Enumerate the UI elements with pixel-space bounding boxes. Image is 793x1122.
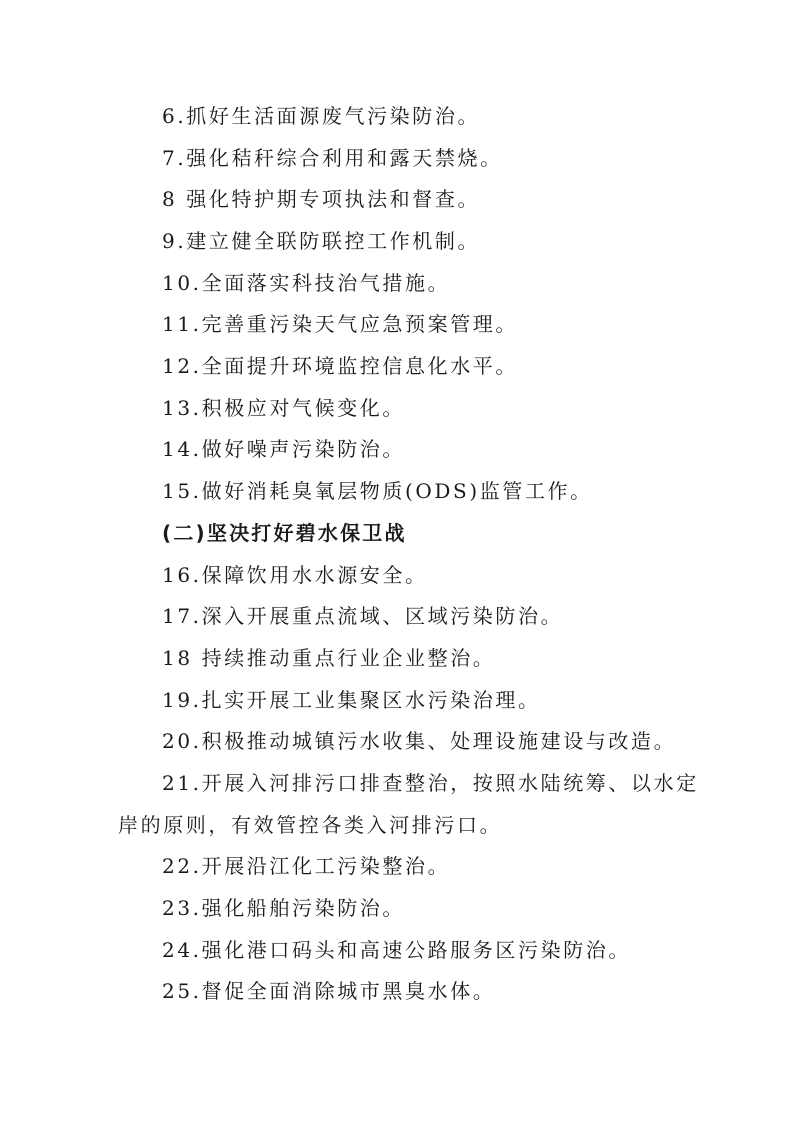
list-item: 19.扎实开展工业集聚区水污染治理。 [162, 688, 541, 712]
list-item: 17.深入开展重点流域、区域污染防治。 [162, 604, 564, 628]
list-item: 18 持续推动重点行业企业整治。 [162, 646, 496, 670]
list-item: 15.做好消耗臭氧层物质(ODS)监管工作。 [162, 479, 593, 503]
list-item: 23.强化船舶污染防治。 [162, 896, 406, 920]
list-item-continuation: 岸的原则，有效管控各类入河排污口。 [118, 813, 503, 837]
list-item: 16.保障饮用水水源安全。 [162, 563, 428, 587]
list-item: 10.全面落实科技治气措施。 [162, 271, 451, 295]
list-item: 20.积极推动城镇污水收集、处理设施建设与改造。 [162, 729, 677, 753]
list-item: 24.强化港口码头和高速公路服务区污染防治。 [162, 938, 632, 962]
list-item: 14.做好噪声污染防治。 [162, 437, 406, 461]
list-item: 21.开展入河排污口排查整治，按照水陆统筹、以水定 [162, 771, 699, 795]
list-item: 22.开展沿江化工污染整治。 [162, 854, 451, 878]
list-item: 8 强化特护期专项执法和督查。 [162, 187, 481, 211]
list-item: 13.积极应对气候变化。 [162, 396, 406, 420]
section-heading: (二)坚决打好碧水保卫战 [162, 521, 407, 545]
list-item: 11.完善重污染天气应急预案管理。 [162, 312, 519, 336]
list-item: 12.全面提升环境监控信息化水平。 [162, 354, 519, 378]
list-item: 7.强化秸秆综合利用和露天禁烧。 [162, 146, 503, 170]
list-item: 9.建立健全联防联控工作机制。 [162, 229, 481, 253]
list-item: 6.抓好生活面源废气污染防治。 [162, 104, 481, 128]
list-item: 25.督促全面消除城市黑臭水体。 [162, 979, 496, 1003]
